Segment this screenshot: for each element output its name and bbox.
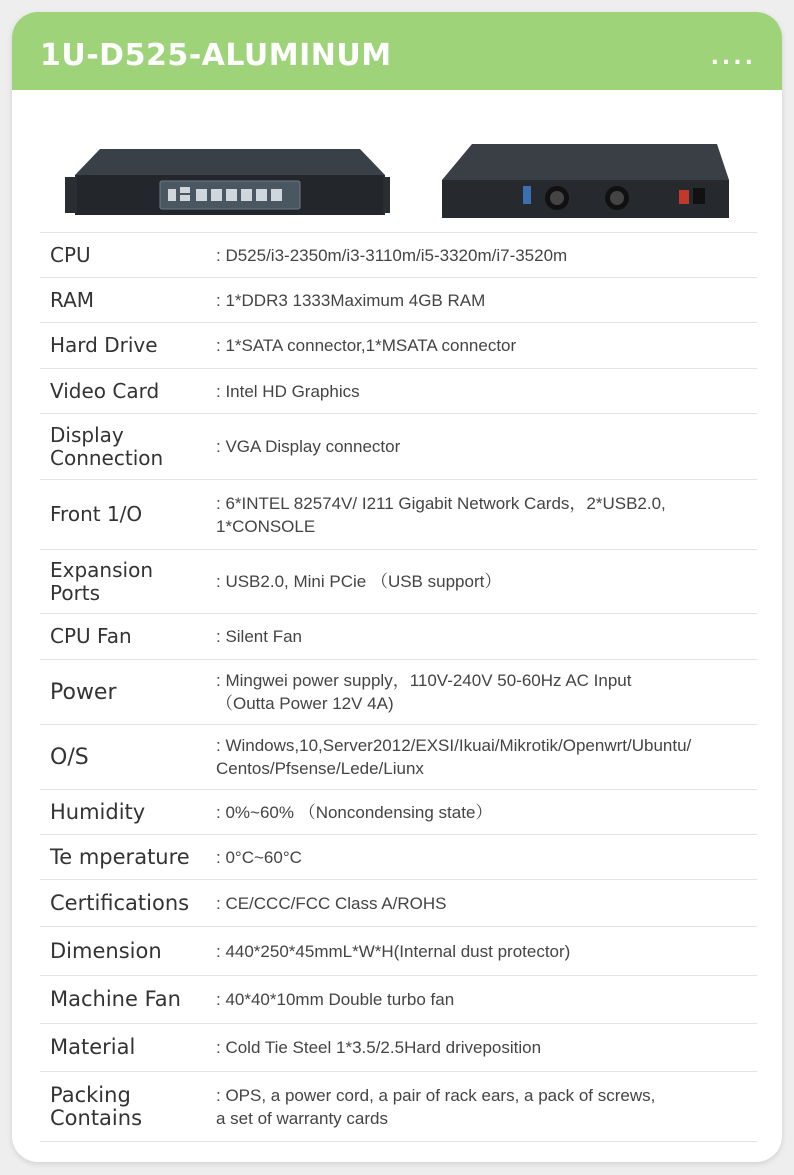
spec-label: Certifications [50,890,190,915]
spec-value: : Mingwei power supply，110V-240V 50-60Hz AC Input （Outta Power 12V 4A) [216,671,632,713]
spec-row-ram [40,277,757,322]
spec-row-hard-drive [40,322,757,368]
spec-row-display-connection [40,413,757,479]
spec-value: : D525/i3-2350m/i3-3110m/i5-3320m/i7-3520m [216,245,568,265]
spec-row-cpu-fan [40,613,757,659]
spec-label: Machine Fan [50,987,181,1011]
product-rear-image [437,142,732,222]
spec-row-packing-contains [40,1071,757,1142]
spec-value: : CE/CCC/FCC Class A/ROHS [216,893,447,913]
spec-row-os [40,724,757,789]
spec-value: : Intel HD Graphics [216,381,360,401]
spec-row-certifications [40,879,757,926]
product-front-image [60,137,390,222]
spec-label: Expansion Ports [50,557,153,605]
spec-value: : Cold Tie Steel 1*3.5/2.5Hard driveposition [216,1038,542,1057]
spec-value: : 40*40*10mm Double turbo fan [216,990,455,1009]
spec-label: RAM [50,287,95,312]
spec-value: : 0%~60% （Noncondensing state） [216,802,493,822]
spec-label: CPU [50,242,91,267]
spec-row-material [40,1023,757,1071]
spec-value: : Silent Fan [216,627,302,646]
spec-value: : USB2.0, Mini PCie （USB support） [216,572,502,591]
page-title: 1U-D525-ALUMINUM [40,38,392,73]
spec-row-front-io [40,479,757,549]
spec-value: : 1*SATA connector,1*MSATA connector [216,336,517,355]
spec-table [40,232,757,1142]
spec-value: : 0°C~60°C [216,847,302,867]
more-dots-icon: .... [710,45,756,70]
spec-label: Front 1/O [50,502,143,526]
spec-value: : 6*INTEL 82574V/ I211 Gigabit Network Cards，2*USB2.0, 1*CONSOLE [216,493,666,536]
spec-label: Display Connection [50,422,164,470]
spec-label: Dimension [50,938,162,963]
spec-row-power [40,659,757,724]
spec-label: Material [50,1035,136,1059]
spec-card [12,12,782,1162]
spec-row-expansion-ports [40,549,757,613]
spec-label: Power [50,679,117,705]
spec-value: : VGA Display connector [216,437,401,456]
spec-row-cpu [40,232,757,277]
spec-value: : 440*250*45mmL*W*H(Internal dust protector) [216,941,571,961]
spec-label: Video Card [50,378,160,403]
header-banner [12,12,782,90]
spec-label: O/S [50,744,89,770]
spec-row-machine-fan [40,975,757,1023]
spec-row-temperature [40,834,757,879]
spec-row-video-card [40,368,757,413]
spec-row-humidity [40,789,757,834]
spec-value: : 1*DDR3 1333Maximum 4GB RAM [216,290,486,310]
spec-label: Humidity [50,799,146,824]
spec-value: : Windows,10,Server2012/EXSI/Ikuai/Mikrotik/Openwrt/Ubuntu/ Centos/Pfsense/Lede/Liunx [216,736,692,778]
spec-label: Packing Contains [50,1082,143,1130]
spec-label: Te mperature [50,844,190,869]
spec-label: Hard Drive [50,333,158,357]
spec-label: CPU Fan [50,624,132,648]
spec-value: : OPS, a power cord, a pair of rack ears, a pack of screws, a set of warranty cards [216,1085,656,1128]
spec-row-dimension [40,926,757,975]
